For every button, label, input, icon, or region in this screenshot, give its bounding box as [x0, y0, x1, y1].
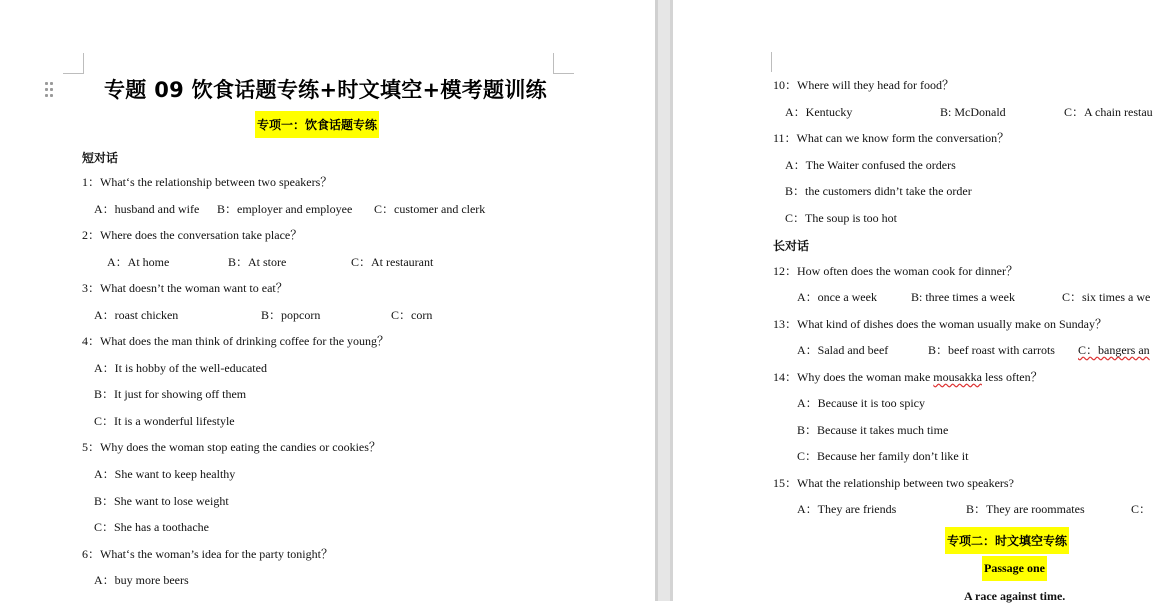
option-10a: A：Kentucky: [785, 105, 853, 119]
option-13c: [1078, 343, 1150, 357]
option-13c-text: C：bangers an: [1078, 343, 1150, 357]
option-5c: C：She has a toothache: [94, 520, 209, 534]
option-12c: C：six times a we: [1062, 290, 1151, 304]
question-3: 3：What doesn’t the woman want to eat？: [82, 281, 288, 295]
option-14b: B：Because it takes much time: [797, 423, 949, 437]
question-12: 12：How often does the woman cook for dinner？: [773, 264, 1018, 278]
passage-title: A race against time.: [964, 589, 1066, 603]
option-4b: B：It just for showing off them: [94, 387, 247, 401]
margin-corner-mark: [771, 52, 773, 72]
option-11b: B：the customers didn’t take the order: [785, 184, 972, 198]
short-dialogue-heading: 短对话: [82, 151, 119, 165]
question-15: 15：What the relationship between two speakers?: [773, 476, 1014, 490]
option-13b: B：beef roast with carrots: [928, 343, 1055, 357]
margin-corner-mark: [553, 53, 574, 74]
option-1c: C：customer and clerk: [374, 202, 486, 216]
margin-corner-mark: [63, 53, 84, 74]
option-11c: C：The soup is too hot: [785, 211, 898, 225]
passage-label: Passage one: [982, 556, 1047, 581]
option-12b: B: three times a week: [911, 290, 1015, 304]
question-11: 11：What can we know form the conversation？: [773, 131, 1010, 145]
option-3b: B：popcorn: [261, 308, 321, 322]
drag-handle-icon[interactable]: [45, 82, 55, 98]
section-label-2: 专项二：时文填空专练: [945, 527, 1069, 554]
page-shadow: [655, 0, 658, 601]
option-6a: A：buy more beers: [94, 573, 189, 587]
question-2: 2：Where does the conversation take place？: [82, 228, 303, 242]
document-page-right: [673, 0, 1153, 603]
question-6: 6：What‘s the woman’s idea for the party tonight？: [82, 547, 333, 561]
option-15a: A：They are friends: [797, 502, 897, 516]
option-15b: B：They are roommates: [966, 502, 1085, 516]
option-14c: C：Because her family don’t like it: [797, 449, 969, 463]
option-15c: C：: [1131, 502, 1152, 516]
question-14-pre: 14：Why does the woman make: [773, 370, 934, 384]
question-14-word: mousakka: [933, 370, 982, 384]
long-dialogue-heading: 长对话: [773, 239, 810, 253]
option-13a: A：Salad and beef: [797, 343, 889, 357]
option-10b: B: McDonald: [940, 105, 1006, 119]
option-4c: C：It is a wonderful lifestyle: [94, 414, 235, 428]
option-11a: A：The Waiter confused the orders: [785, 158, 956, 172]
option-1a: A：husband and wife: [94, 202, 200, 216]
option-5b: B：She want to lose weight: [94, 494, 229, 508]
option-2b: B：At store: [228, 255, 287, 269]
question-14: [773, 370, 1043, 384]
option-2a: A：At home: [107, 255, 170, 269]
option-1b: B：employer and employee: [217, 202, 353, 216]
question-1: 1：What‘s the relationship between two speakers？: [82, 175, 333, 189]
option-4a: A：It is hobby of the well-educated: [94, 361, 267, 375]
option-2c: C：At restaurant: [351, 255, 434, 269]
option-10c: C：A chain restau: [1064, 105, 1153, 119]
option-14a: A：Because it is too spicy: [797, 396, 925, 410]
question-13: 13：What kind of dishes does the woman usually make on Sunday？: [773, 317, 1107, 331]
option-12a: A：once a week: [797, 290, 877, 304]
option-3c: C：corn: [391, 308, 433, 322]
question-14-post: less often？: [981, 370, 1043, 384]
question-10: 10：Where will they head for food？: [773, 78, 954, 92]
option-3a: A：roast chicken: [94, 308, 179, 322]
section-label-1: 专项一：饮食话题专练: [255, 111, 379, 138]
question-5: 5：Why does the woman stop eating the candies or cookies？: [82, 440, 381, 454]
question-4: 4：What does the man think of drinking coffee for the young？: [82, 334, 390, 348]
option-5a: A：She want to keep healthy: [94, 467, 236, 481]
document-title: 专题 09 饮食话题专练+时文填空+模考题训练: [104, 78, 547, 102]
